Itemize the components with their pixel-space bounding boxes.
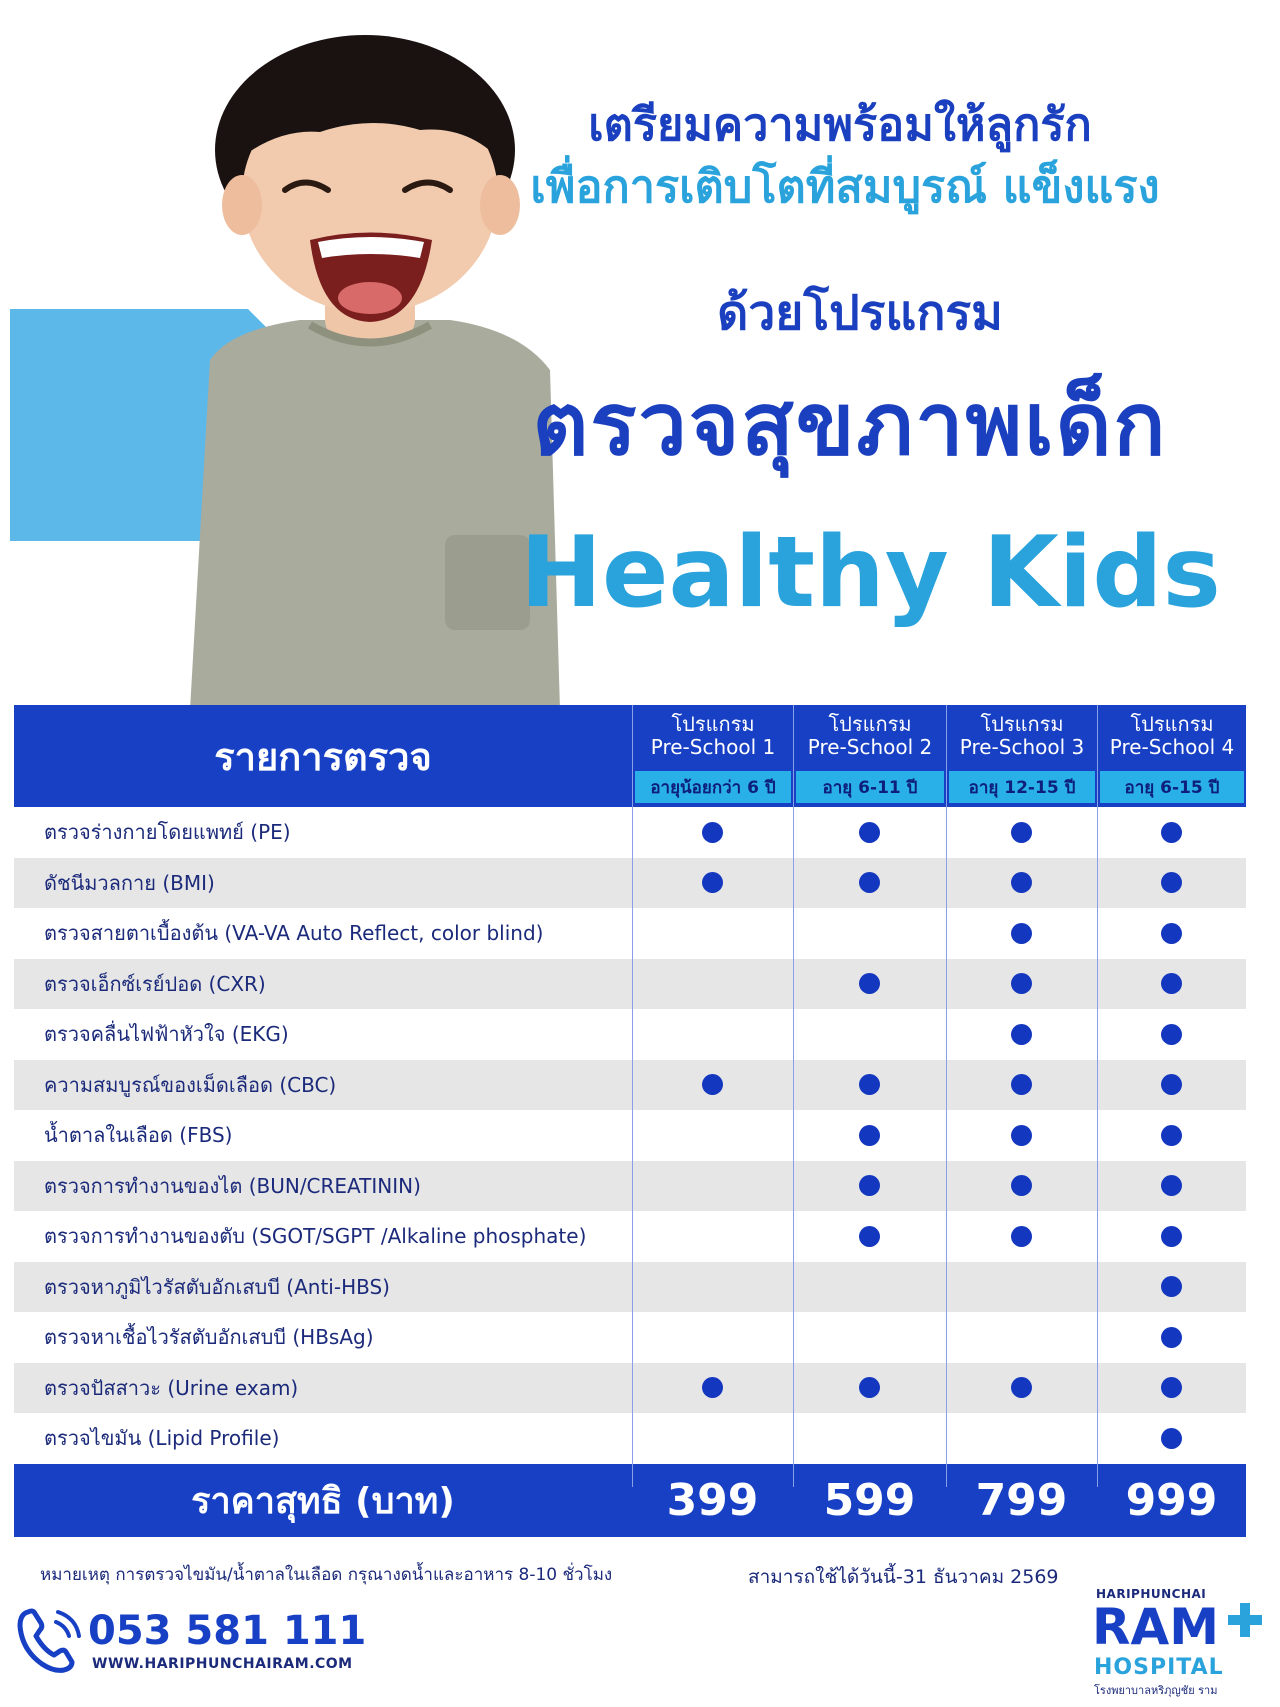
exam-label: ตรวจสายตาเบื้องต้น (VA-VA Auto Reflect, color blind) <box>44 921 544 946</box>
price-label: ราคาสุทธิ (บาท) <box>191 1480 455 1522</box>
included-dot-icon <box>1161 1327 1182 1348</box>
program-cell <box>793 1211 946 1262</box>
included-dot-icon <box>1161 1024 1182 1045</box>
checkup-table <box>14 705 1246 1537</box>
program-header-2 <box>793 705 946 807</box>
program-label <box>947 713 1097 759</box>
table-row <box>14 1009 1246 1060</box>
table-header <box>14 705 1246 807</box>
included-dot-icon <box>859 973 880 994</box>
included-dot-icon <box>702 872 723 893</box>
price-value: 399 <box>666 1474 759 1526</box>
program-cell <box>793 1413 946 1464</box>
exam-label: ตรวจการทำงานของตับ (SGOT/SGPT /Alkaline phosphate) <box>44 1224 587 1249</box>
program-cell <box>632 908 793 959</box>
price-value: 599 <box>823 1474 916 1526</box>
headline-prepare: เตรียมความพร้อมให้ลูกรัก <box>588 98 1092 151</box>
program-cell <box>793 959 946 1010</box>
included-dot-icon <box>1011 1125 1032 1146</box>
included-dot-icon <box>1161 923 1182 944</box>
included-dot-icon <box>1161 1074 1182 1095</box>
headline-growth: เพื่อการเติบโตที่สมบูรณ์ แข็งแรง <box>530 160 1160 213</box>
program-cell <box>1097 1060 1246 1111</box>
program-age: อายุ 6-15 ปี <box>1100 771 1244 803</box>
program-cell <box>1097 1413 1246 1464</box>
program-cell <box>946 807 1097 858</box>
table-row <box>14 1262 1246 1313</box>
program-line1: โปรแกรม <box>980 712 1064 736</box>
included-dot-icon <box>859 1226 880 1247</box>
logo-thai-name: โรงพยาบาลหริภุญชัย ราม <box>1094 1684 1218 1697</box>
column-divider <box>632 705 633 1487</box>
program-cell <box>632 1060 793 1111</box>
table-row <box>14 1211 1246 1262</box>
exam-label: ตรวจปัสสาวะ (Urine exam) <box>44 1375 299 1400</box>
program-line1: โปรแกรม <box>828 712 912 736</box>
program-cell <box>632 1413 793 1464</box>
included-dot-icon <box>1011 1074 1032 1095</box>
program-cell <box>946 858 1097 909</box>
included-dot-icon <box>702 822 723 843</box>
included-dot-icon <box>1011 1175 1032 1196</box>
exam-label: ตรวจหาภูมิไวรัสตับอักเสบบี (Anti-HBS) <box>44 1274 390 1299</box>
header-exam-list: รายการตรวจ <box>214 734 432 779</box>
program-line2: Pre-School 2 <box>807 735 933 759</box>
column-divider <box>793 705 794 1487</box>
program-age: อายุ 12-15 ปี <box>949 771 1095 803</box>
included-dot-icon <box>1161 1125 1182 1146</box>
program-cell <box>793 908 946 959</box>
program-cell <box>632 959 793 1010</box>
logo-ram: RAM <box>1092 1598 1219 1656</box>
program-cell <box>1097 1161 1246 1212</box>
program-cell <box>632 858 793 909</box>
program-cell <box>1097 1009 1246 1060</box>
exam-label: ตรวจร่างกายโดยแพทย์ (PE) <box>44 820 291 845</box>
program-cell <box>946 1262 1097 1313</box>
program-cell <box>793 1110 946 1161</box>
program-header-3 <box>946 705 1097 807</box>
program-cell <box>946 1211 1097 1262</box>
program-cell <box>946 1363 1097 1414</box>
program-cell <box>793 807 946 858</box>
included-dot-icon <box>1011 1377 1032 1398</box>
phone-number: 053 581 111 <box>88 1608 367 1654</box>
included-dot-icon <box>859 1125 880 1146</box>
exam-label: น้ำตาลในเลือด (FBS) <box>44 1123 233 1148</box>
included-dot-icon <box>859 1377 880 1398</box>
headline-kids-checkup: ตรวจสุขภาพเด็ก <box>532 375 1168 475</box>
program-cell <box>1097 1110 1246 1161</box>
column-divider <box>1097 705 1098 1487</box>
program-line1: โปรแกรม <box>1130 712 1214 736</box>
website-url: WWW.HARIPHUNCHAIRAM.COM <box>92 1656 353 1672</box>
program-cell <box>793 1161 946 1212</box>
exam-label: ตรวจไขมัน (Lipid Profile) <box>44 1426 280 1451</box>
price-row <box>14 1464 1246 1537</box>
program-cell <box>946 959 1097 1010</box>
included-dot-icon <box>1011 872 1032 893</box>
plus-icon <box>1228 1603 1262 1637</box>
program-cell <box>1097 959 1246 1010</box>
program-cell <box>946 1413 1097 1464</box>
program-cell <box>1097 908 1246 959</box>
table-row <box>14 1312 1246 1363</box>
table-row <box>14 1110 1246 1161</box>
included-dot-icon <box>1161 822 1182 843</box>
program-cell <box>632 1009 793 1060</box>
program-age: อายุน้อยกว่า 6 ปี <box>635 771 791 803</box>
table-row <box>14 1161 1246 1212</box>
included-dot-icon <box>1161 1428 1182 1449</box>
program-label <box>794 713 946 759</box>
program-line1: โปรแกรม <box>671 712 755 736</box>
exam-label: ตรวจการทำงานของไต (BUN/CREATININ) <box>44 1173 421 1198</box>
included-dot-icon <box>1011 1024 1032 1045</box>
program-cell <box>1097 807 1246 858</box>
program-header-4 <box>1097 705 1246 807</box>
included-dot-icon <box>1011 923 1032 944</box>
program-cell <box>946 1110 1097 1161</box>
table-row <box>14 1363 1246 1414</box>
table-row <box>14 1413 1246 1464</box>
program-cell <box>793 1262 946 1313</box>
included-dot-icon <box>1011 822 1032 843</box>
included-dot-icon <box>702 1074 723 1095</box>
program-age: อายุ 6-11 ปี <box>796 771 944 803</box>
column-divider <box>946 705 947 1487</box>
program-cell <box>632 1211 793 1262</box>
headline-healthy-kids: Healthy Kids <box>520 516 1221 630</box>
program-cell <box>946 908 1097 959</box>
validity-text: สามารถใช้ได้วันนี้-31 ธันวาคม 2569 <box>748 1566 1059 1588</box>
included-dot-icon <box>1161 1226 1182 1247</box>
table-row <box>14 908 1246 959</box>
program-cell <box>793 1363 946 1414</box>
included-dot-icon <box>1161 973 1182 994</box>
included-dot-icon <box>1011 973 1032 994</box>
price-value: 999 <box>1125 1474 1218 1526</box>
program-line2: Pre-School 4 <box>1109 735 1235 759</box>
table-body <box>14 807 1246 1464</box>
included-dot-icon <box>859 1074 880 1095</box>
program-cell <box>632 807 793 858</box>
logo-hariphunchai: HARIPHUNCHAI <box>1096 1587 1207 1601</box>
program-label <box>633 713 793 759</box>
program-cell <box>1097 858 1246 909</box>
logo-hospital: HOSPITAL <box>1094 1655 1224 1680</box>
included-dot-icon <box>859 1175 880 1196</box>
included-dot-icon <box>1161 1276 1182 1297</box>
table-row <box>14 1060 1246 1111</box>
table-row <box>14 959 1246 1010</box>
program-cell <box>1097 1211 1246 1262</box>
program-line2: Pre-School 1 <box>650 735 776 759</box>
included-dot-icon <box>702 1377 723 1398</box>
program-cell <box>632 1161 793 1212</box>
included-dot-icon <box>1161 1175 1182 1196</box>
program-cell <box>632 1363 793 1414</box>
exam-label: ความสมบูรณ์ของเม็ดเลือด (CBC) <box>44 1072 337 1097</box>
included-dot-icon <box>1161 1377 1182 1398</box>
program-cell <box>793 858 946 909</box>
program-cell <box>946 1060 1097 1111</box>
exam-label: ตรวจเอ็กซ์เรย์ปอด (CXR) <box>44 971 266 996</box>
program-cell <box>632 1110 793 1161</box>
program-cell <box>793 1312 946 1363</box>
program-cell <box>946 1312 1097 1363</box>
included-dot-icon <box>859 822 880 843</box>
hero-banner <box>0 0 1280 705</box>
program-cell <box>1097 1363 1246 1414</box>
footer-note: หมายเหตุ การตรวจไขมัน/น้ำตาลในเลือด กรุณางดน้ำและอาหาร 8-10 ชั่วโมง <box>40 1565 613 1585</box>
exam-label: ดัชนีมวลกาย (BMI) <box>44 870 215 895</box>
program-header-1 <box>632 705 793 807</box>
program-cell <box>1097 1262 1246 1313</box>
exam-label: ตรวจคลื่นไฟฟ้าหัวใจ (EKG) <box>44 1022 289 1047</box>
program-cell <box>632 1262 793 1313</box>
included-dot-icon <box>1161 872 1182 893</box>
program-cell <box>793 1060 946 1111</box>
headline-with-program: ด้วยโปรแกรม <box>717 285 1003 341</box>
program-cell <box>1097 1312 1246 1363</box>
exam-label: ตรวจหาเชื้อไวรัสตับอักเสบบี (HBsAg) <box>44 1325 374 1350</box>
program-label <box>1098 713 1246 759</box>
price-value: 799 <box>975 1474 1068 1526</box>
included-dot-icon <box>859 872 880 893</box>
phone-icon <box>14 1606 84 1676</box>
hospital-logo <box>1090 1585 1270 1700</box>
table-row <box>14 807 1246 858</box>
program-line2: Pre-School 3 <box>959 735 1085 759</box>
program-cell <box>632 1312 793 1363</box>
program-cell <box>946 1161 1097 1212</box>
program-cell <box>946 1009 1097 1060</box>
program-cell <box>793 1009 946 1060</box>
table-row <box>14 858 1246 909</box>
included-dot-icon <box>1011 1226 1032 1247</box>
